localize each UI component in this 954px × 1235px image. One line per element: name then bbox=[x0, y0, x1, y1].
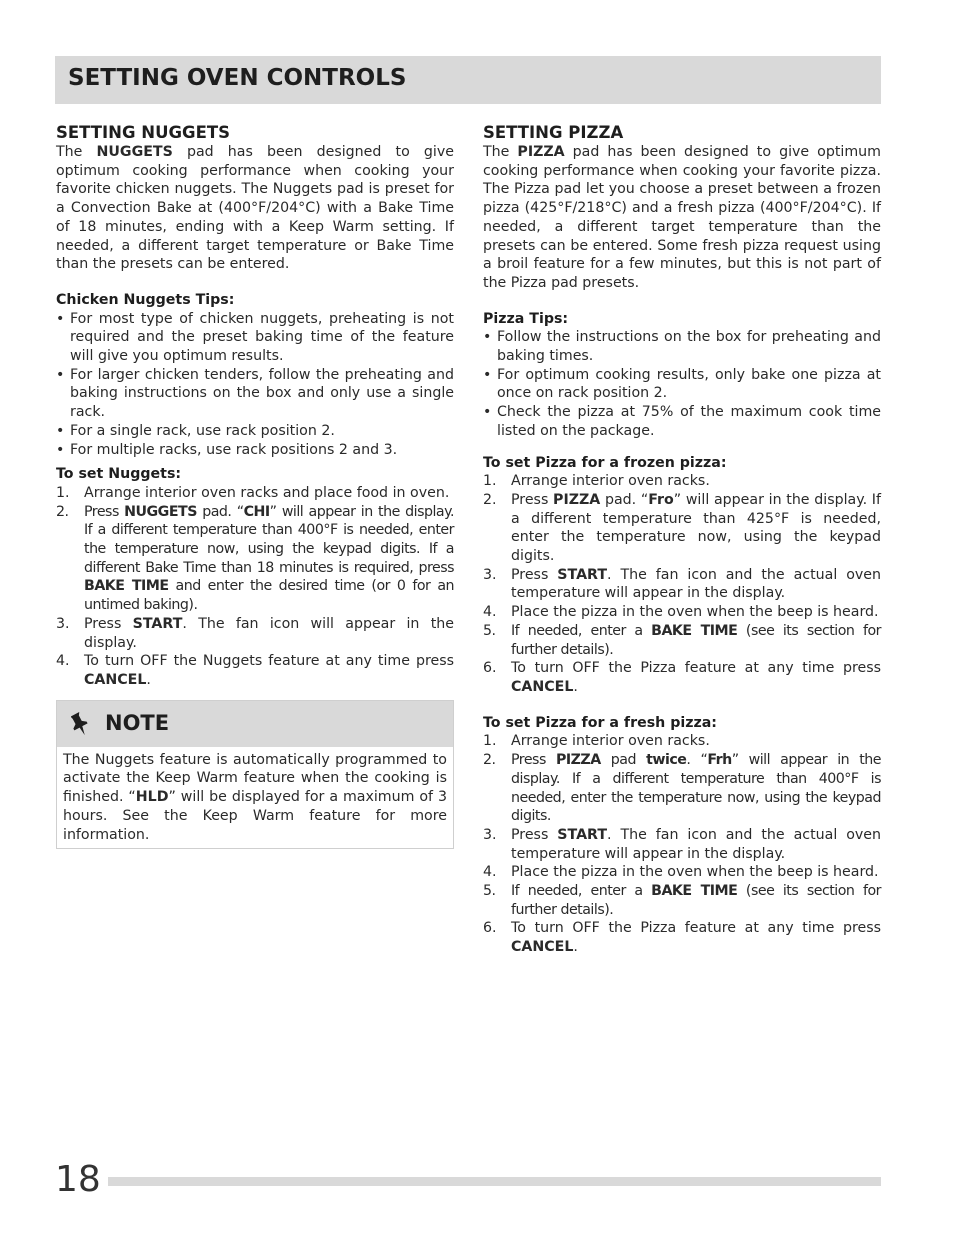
list-item: • For most type of chicken nuggets, preheating is not required and the preset baking time of the feature will give you optimum results. bbox=[56, 310, 454, 365]
list-item: • Check the pizza at 75% of the maximum cook time listed on the package. bbox=[483, 404, 881, 439]
pizza-frozen-heading: To set Pizza for a frozen pizza: bbox=[483, 454, 727, 471]
page-header bbox=[55, 56, 881, 104]
note-body: The Nuggets feature is automatically programmed to activate the Keep Warm feature when the cooking is finished. “HLD” will be displayed for a maximum of 3 hours. See the Keep Warm feature for more information. bbox=[63, 751, 448, 843]
list-item: 2. Press PIZZA pad. “Fro” will appear in the display. If a different temperature than 425°F is needed, enter the temperature now, using the keypad digits. bbox=[483, 491, 881, 565]
nuggets-set-heading: To set Nuggets: bbox=[56, 466, 182, 483]
nuggets-steps bbox=[56, 484, 454, 690]
nuggets-section bbox=[56, 123, 454, 849]
pizza-intro: The PIZZA pad has been designed to give optimum cooking performance when cooking your favorite pizza. The Pizza pad let you choose a preset between a frozen pizza (425°F/218°C) and a fresh pizza (400°F/204°C). If needed, a different target temperature than the presets can be entered. Some fresh pizza request using a broil feature for a few minutes, but this is not part of the Pizza pad presets. bbox=[483, 144, 881, 291]
note-header bbox=[57, 701, 453, 747]
list-item: 5. If needed, enter a BAKE TIME (see its section for further details). bbox=[483, 883, 881, 918]
list-item: • For larger chicken tenders, follow the preheating and baking instructions on the box and only use a single rack. bbox=[56, 366, 454, 421]
list-item: 6. To turn OFF the Pizza feature at any time press CANCEL. bbox=[483, 920, 881, 956]
list-item: 5. If needed, enter a BAKE TIME (see its section for further details). bbox=[483, 622, 881, 658]
list-item: • For multiple racks, use rack positions 2 and 3. bbox=[56, 441, 398, 458]
list-item: 4. Place the pizza in the oven when the beep is heard. bbox=[483, 604, 879, 621]
list-item: 3. Press START. The fan icon and the actual oven temperature will appear in the display. bbox=[483, 566, 881, 602]
nuggets-heading: SETTING NUGGETS bbox=[56, 123, 230, 142]
list-item: 4. To turn OFF the Nuggets feature at any time press CANCEL. bbox=[56, 653, 454, 688]
list-item: • Follow the instructions on the box for preheating and baking times. bbox=[483, 329, 881, 365]
note-box bbox=[56, 700, 454, 850]
page-number: 18 bbox=[55, 1159, 101, 1200]
list-item: 3. Press START. The fan icon will appear in the display. bbox=[56, 615, 454, 651]
list-item: 2. Press PIZZA pad twice. “Frh” will appear in the display. If a different temperature than 400°F is needed, enter the temperature now, using the keypad digits. bbox=[483, 752, 882, 825]
pizza-frozen-steps bbox=[483, 472, 881, 696]
note-title: NOTE bbox=[105, 711, 170, 736]
pushpin-icon bbox=[71, 711, 93, 737]
list-item: 2. Press NUGGETS pad. “CHI” will appear in the display. If a different temperature than 400°F is needed, enter the temperature now, using the keypad digits. If a different Bake Time than 18 minutes is required, press BAKE TIME and enter the desired time (or 0 for an untimed baking). bbox=[56, 503, 455, 614]
pizza-tips-heading: Pizza Tips: bbox=[483, 310, 569, 327]
nuggets-intro: The NUGGETS pad has been designed to give optimum cooking performance when cooking your favorite chicken nuggets. The Nuggets pad is preset for a Convection Bake at (400°F/204°C) with a Bake Time of 18 minutes, ending with a Keep Warm setting. If needed, a different target temperature or Bake Time than the presets can be entered. bbox=[56, 144, 454, 273]
list-item: • For a single rack, use rack position 2. bbox=[56, 422, 335, 439]
footer-bar bbox=[108, 1177, 881, 1186]
page-title: SETTING OVEN CONTROLS bbox=[68, 65, 407, 91]
list-item: 1. Arrange interior oven racks. bbox=[483, 733, 710, 750]
pizza-section bbox=[483, 123, 881, 957]
list-item: • For optimum cooking results, only bake one pizza at once on rack position 2. bbox=[483, 366, 881, 402]
pizza-fresh-steps bbox=[483, 732, 881, 956]
list-item: 6. To turn OFF the Pizza feature at any time press CANCEL. bbox=[483, 660, 881, 695]
nuggets-tips-heading: Chicken Nuggets Tips: bbox=[56, 291, 235, 308]
pizza-fresh-heading: To set Pizza for a fresh pizza: bbox=[483, 714, 717, 731]
list-item: 3. Press START. The fan icon and the actual oven temperature will appear in the display. bbox=[483, 826, 881, 862]
list-item: 1. Arrange interior oven racks. bbox=[483, 473, 710, 490]
list-item: 4. Place the pizza in the oven when the beep is heard. bbox=[483, 864, 879, 881]
pizza-tips-list bbox=[483, 328, 881, 440]
nuggets-tips-list bbox=[56, 310, 454, 460]
pizza-heading: SETTING PIZZA bbox=[483, 123, 624, 142]
list-item: 1. Arrange interior oven racks and place food in oven. bbox=[56, 484, 450, 501]
